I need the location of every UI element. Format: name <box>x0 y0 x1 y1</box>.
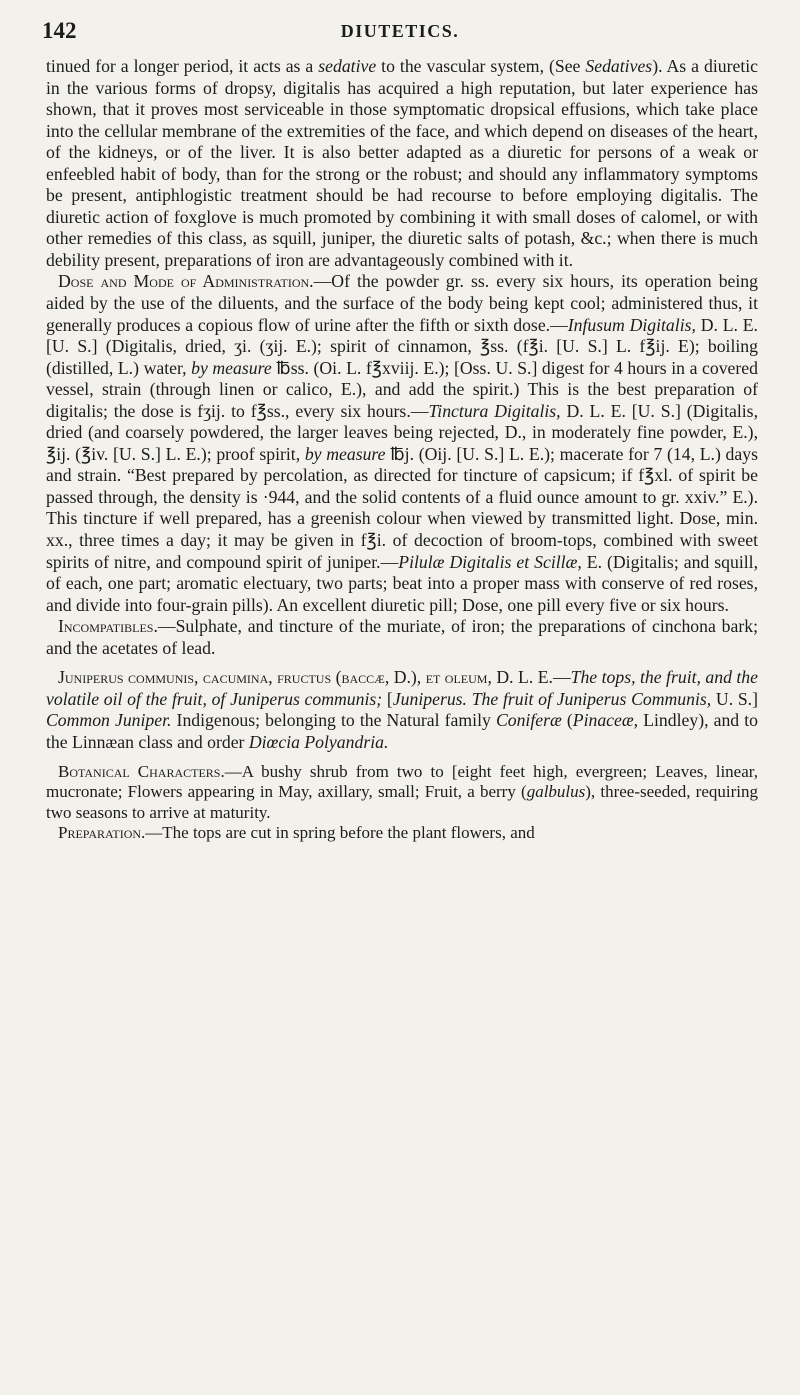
paragraph <box>46 667 758 753</box>
running-title: DIUTETICS. <box>340 21 460 41</box>
text-run: to the vascular system, (See <box>376 56 586 76</box>
paragraph <box>46 56 758 271</box>
text-run: ℔j. (Oij. [U. S.] L. E.); macerate for 7 (14, L.) days and strain. “Best prepared by percolation, as directed for tincture of capsicum; if f℥xl. of spirit be passed through, the density is ·944, and the solid contents of a fluid ounce amount to gr. xxiv.” E.). This tincture if well prepared, has a greenish colour when viewed by transmitted light. Dose, min. xx., three times a day; it may be given in f℥i. of decoction of broom-tops, combined with sweet spirits of nitre, and compound spirit of juniper.— <box>46 443 758 572</box>
paragraph <box>46 616 758 659</box>
text-run: U. S.] <box>711 688 758 709</box>
text-run: ℔ss. (Oi. L. f℥xviij. E.); [Oss. U. S.] digest for 4 hours in a covered vessel, strain (through linen or calico, E.), and add the spirit.) This is the best preparation of digitalis; the dose is fʒij. to f℥ss., every six hours.— <box>46 357 758 421</box>
italic-text: Diœcia Polyandria. <box>248 731 389 752</box>
text-run: —The tops are cut in spring before the plant flowers, and <box>145 823 535 843</box>
text-run: [ <box>382 688 393 709</box>
body-text <box>46 56 758 844</box>
text-run: — <box>552 667 571 688</box>
paragraph <box>46 762 758 824</box>
italic-text: Sedatives <box>585 56 653 76</box>
text-run: E. (Digitalis; and squill, of each, one part; aromatic electuary, two parts; beat into a proper mass with conserve of red roses, and divide into four-grain pills). An excellent diuretic pill; Dose, one pill every five or six hours. <box>46 551 758 615</box>
text-run: —Of the powder gr. ss. every six hours, its operation being aided by the use of the diluents, and the surface of the body being kept cool; administered thus, it generally produces a copious flow of urine after the fifth or sixth dose.— <box>46 271 758 335</box>
italic-text: Coniferæ <box>495 710 562 731</box>
italic-text: Juniperus. The fruit of Juniperus Communis, <box>392 688 712 709</box>
italic-text: Infusum Digitalis, <box>567 314 696 335</box>
text-run: ), three-seeded, requiring two seasons to arrive at maturity. <box>46 782 758 822</box>
text-run: D. L. E. [U. S.] (Digitalis, dried, ʒi. (ʒij. E.); spirit of cinnamon, ℥ss. (f℥i. [U. S.] L. f℥ij. E); boiling (distilled, L.) water, <box>46 314 758 378</box>
italic-text: The tops, the fruit, and the volatile oil of the fruit, of Juniperus communis; <box>46 667 758 709</box>
paragraph <box>46 823 758 844</box>
italic-text: Common Juniper. <box>46 710 172 731</box>
text-run: ( <box>561 710 573 731</box>
italic-text: Pinaceæ, <box>572 710 639 731</box>
section-heading: Juniperus communis, cacumina, fructus (baccæ, D.), et oleum, D. L. E. <box>58 667 553 688</box>
page-number: 142 <box>42 18 77 43</box>
text-run: D. L. E. [U. S.] (Digitalis, dried (and coarsely powdered, the larger leaves being rejected, D., in moderately fine powder, E.), ℥ij. (℥iv. [U. S.] L. E.); proof spirit, <box>46 400 758 464</box>
italic-text: sedative <box>318 56 377 76</box>
text-run: Lindley), and to the Linnæan class and order <box>46 710 759 752</box>
section-heading: Botanical Characters. <box>58 761 225 781</box>
section-heading: Incompatibles. <box>58 616 158 637</box>
text-run: ). As a diuretic in the various forms of dropsy, digitalis has acquired a high reputation, but later experience has shown, that it proves most serviceable in those symptomatic dropsical effusions, which take place into the cellular membrane of the extremities of the face, and which depend on diseases of the heart, of the kidneys, or of the liver. It is also better adapted as a diuretic for persons of a weak or enfeebled habit of body, than for the strong or the robust; and should any inflammatory symptoms be present, antiphlogistic treatment should be had recourse to before employing digitalis. The diuretic action of foxglove is much promoted by combining it with small doses of calomel, or with other remedies of this class, as squill, juniper, the diuretic salts of potash, &c.; when there is much debility present, preparations of iron are advantageously combined with it. <box>46 56 759 270</box>
text-run: Indigenous; belonging to the Natural family <box>171 710 496 731</box>
italic-text: by measure <box>304 443 386 464</box>
text-run: —Sulphate, and tincture of the muriate, of iron; the preparations of cinchona bark; and the acetates of lead. <box>46 616 758 658</box>
italic-text: Tinctura Digitalis, <box>428 400 561 421</box>
page-header <box>42 18 758 54</box>
italic-text: galbulus <box>526 782 586 802</box>
section-heading: Dose and Mode of Administration. <box>58 271 314 292</box>
italic-text: Pilulæ Digitalis et Scillæ, <box>398 551 582 572</box>
italic-text: by measure <box>191 357 272 378</box>
text-run: tinued for a longer period, it acts as a <box>46 56 319 76</box>
section-heading: Preparation. <box>58 823 146 843</box>
text-run: —A bushy shrub from two to [eight feet high, evergreen; Leaves, linear, mucronate; Flowers appearing in May, axillary, small; Fruit, a berry ( <box>46 761 758 802</box>
paragraph <box>46 271 758 616</box>
